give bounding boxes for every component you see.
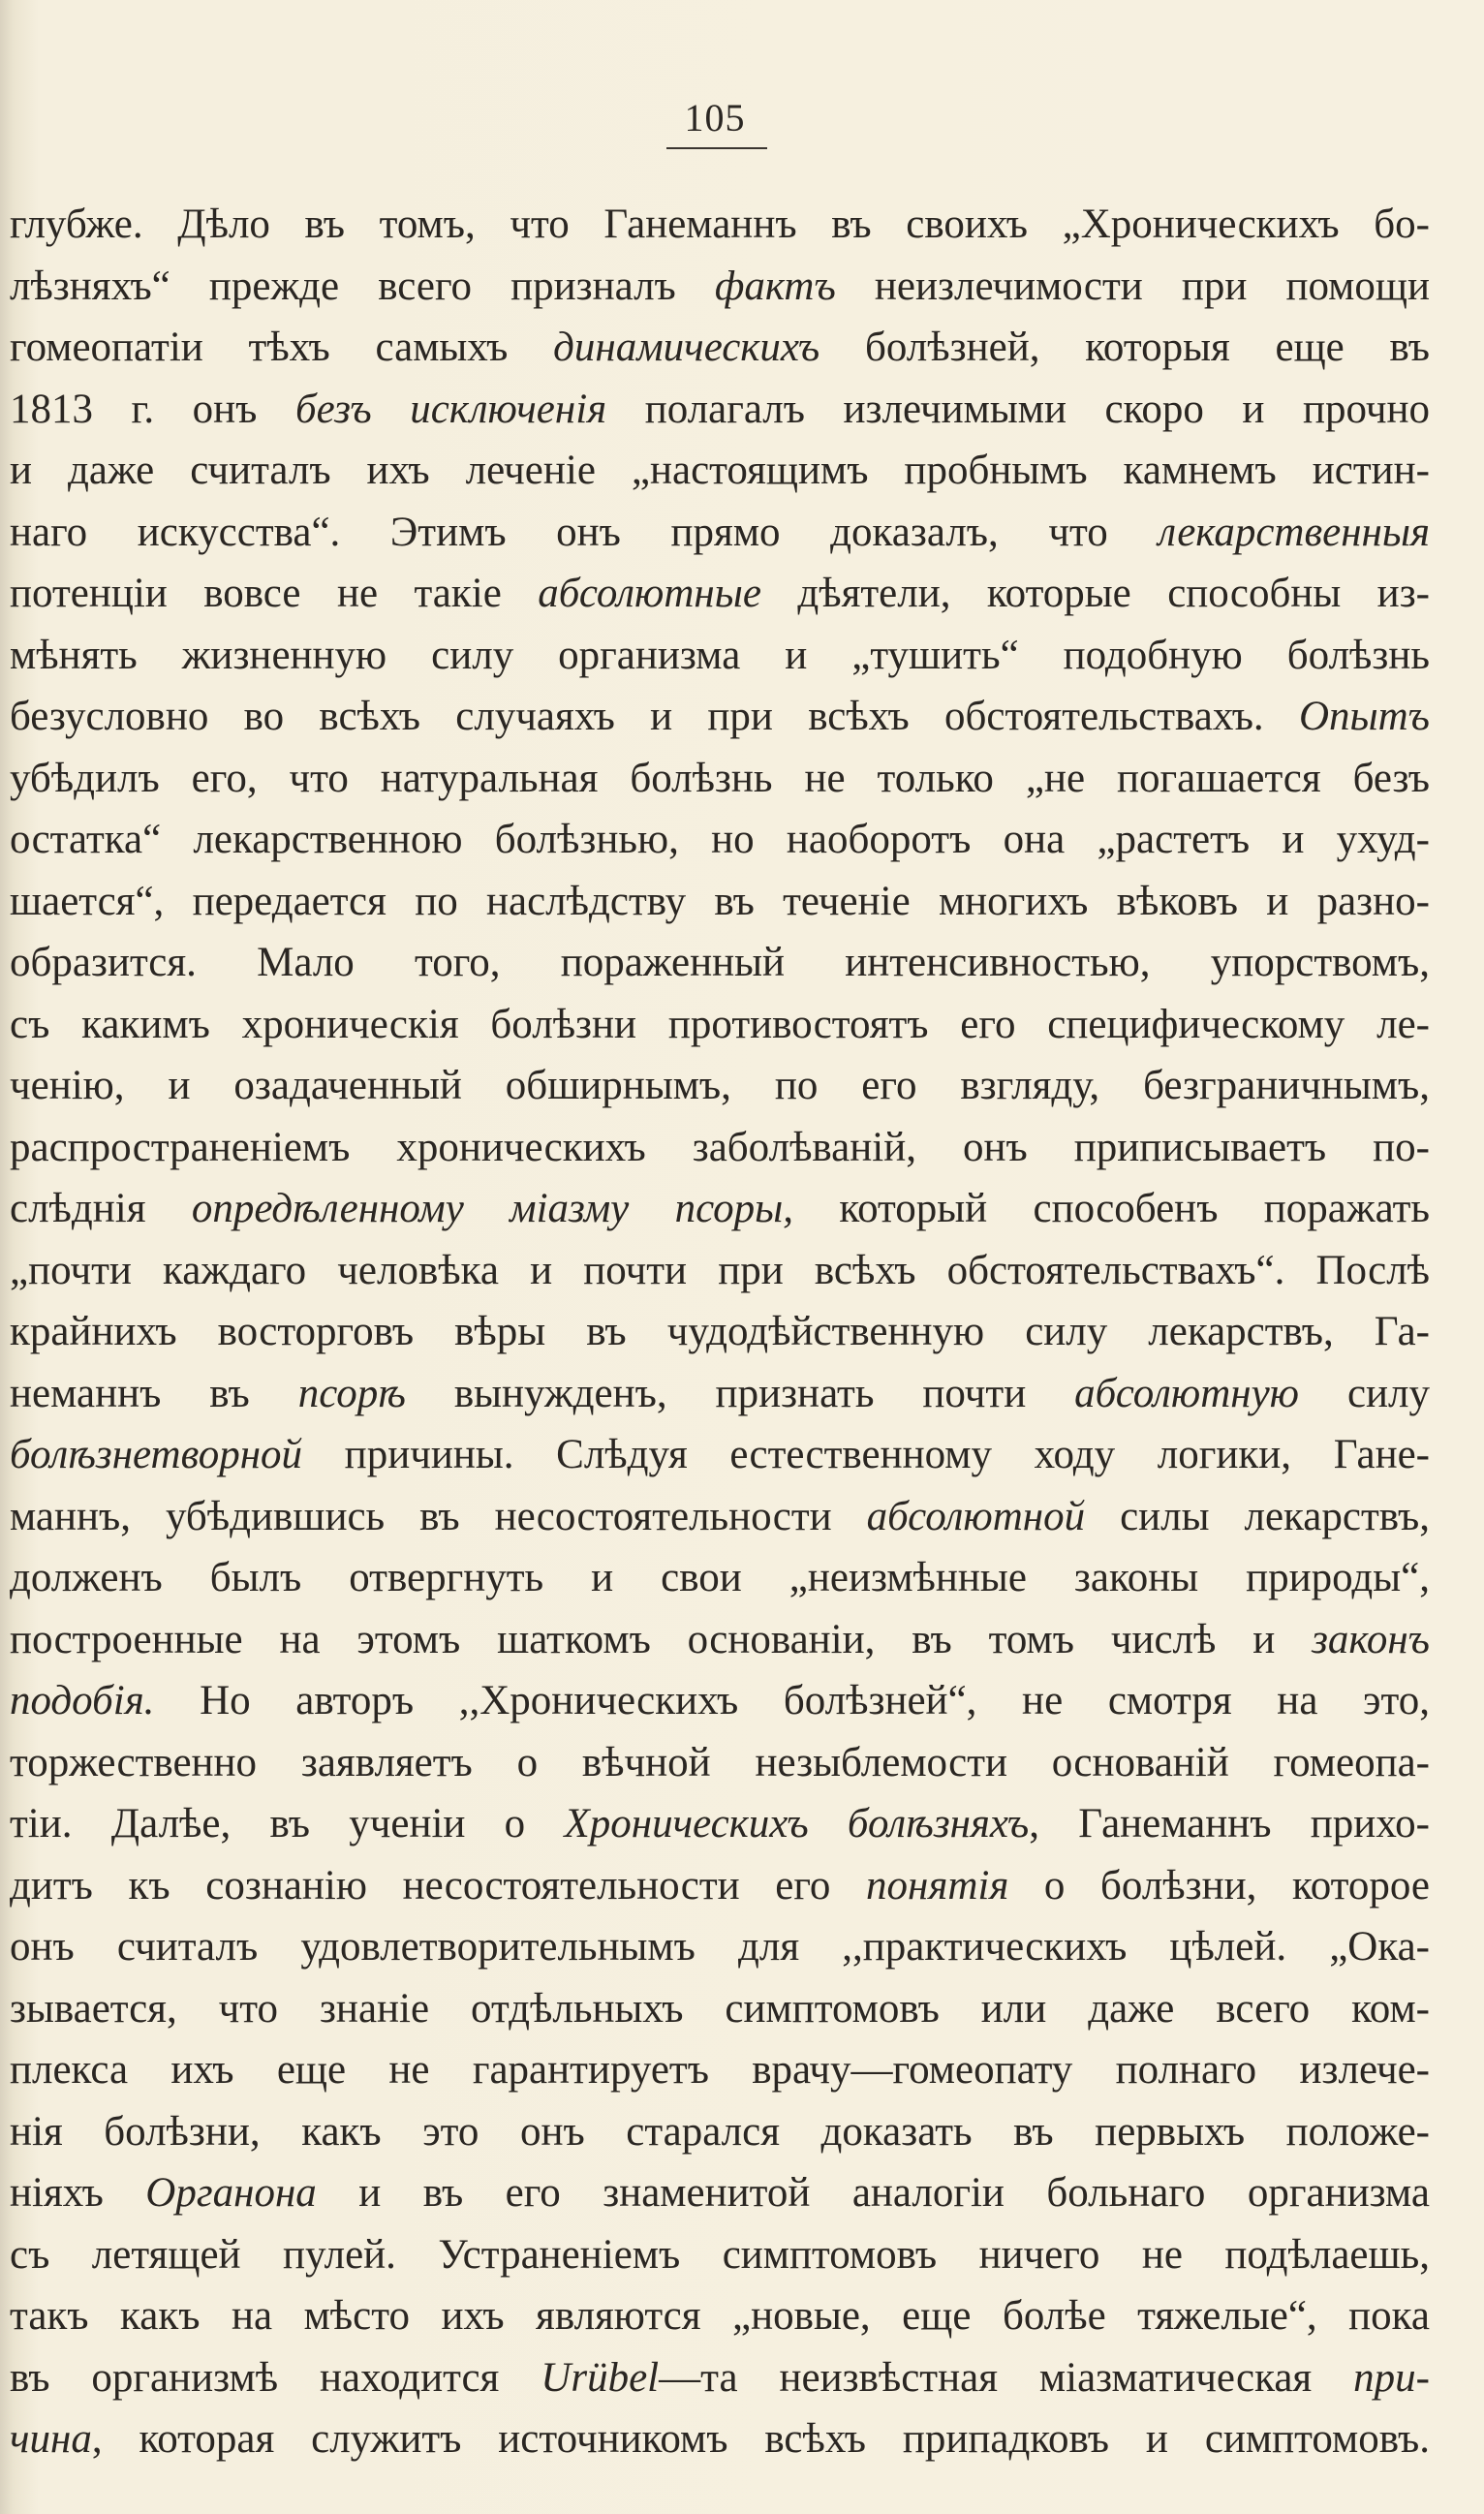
italic-text-segment: безъ исключенія xyxy=(294,386,607,432)
italic-text-segment: Хроническихъ болѣзняхъ xyxy=(564,1801,1030,1847)
text-line xyxy=(10,994,1430,1056)
text-line xyxy=(10,2408,1430,2470)
text-segment: 1813 г. онъ xyxy=(10,386,295,432)
text-segment: распространеніемъ хроническихъ заболѣваній, онъ приписываетъ по- xyxy=(10,1124,1430,1170)
text-segment: онъ считалъ удовлетворительнымъ для ,,практическихъ цѣлей. „Ока- xyxy=(10,1924,1430,1970)
text-segment: лѣзняхъ“ прежде всего призналъ xyxy=(10,263,715,309)
text-segment: остатка“ лекарственною болѣзнью, но наоборотъ она „растетъ и ухуд- xyxy=(10,817,1430,862)
text-line xyxy=(10,1178,1430,1240)
text-segment: безусловно во всѣхъ случаяхъ и при всѣхъ обстоятельствахъ. xyxy=(10,694,1299,739)
text-segment: глубже. Дѣло въ томъ, что Ганеманнъ въ своихъ „Хроническихъ бо- xyxy=(10,202,1430,247)
text-segment: , которая служитъ источникомъ всѣхъ припадковъ и симптомовъ. xyxy=(91,2416,1430,2462)
text-segment: ніяхъ xyxy=(10,2170,146,2216)
text-line xyxy=(10,2347,1430,2409)
text-segment: и въ его знаменитой аналогіи больнаго организма xyxy=(316,2170,1430,2216)
text-segment: гомеопатіи тѣхъ самыхъ xyxy=(10,325,554,370)
text-segment: мѣнять жизненную силу организма и „тушить“ подобную болѣзнь xyxy=(10,632,1430,678)
text-segment: вынужденъ, признать почти xyxy=(405,1370,1075,1416)
text-segment: нія болѣзни, какъ это онъ старался доказать въ первыхъ положе- xyxy=(10,2108,1430,2155)
text-segment: Но авторъ ,,Хроническихъ болѣзней“, не смотря на это, xyxy=(154,1678,1430,1723)
text-segment: болѣзней, которыя еще въ xyxy=(819,325,1430,370)
text-line xyxy=(10,1363,1430,1425)
text-line xyxy=(10,563,1430,625)
text-line xyxy=(10,1486,1430,1548)
page-number: 105 xyxy=(684,96,746,140)
text-segment: маннъ, убѣдившись въ несостоятельности xyxy=(10,1493,867,1539)
text-segment: —та неизвѣстная міазматическая xyxy=(659,2354,1354,2401)
text-segment: неманнъ въ xyxy=(10,1370,298,1416)
text-segment: такъ какъ на мѣсто ихъ являются „новые, еще болѣе тяжелые“, пока xyxy=(10,2293,1430,2339)
text-segment: убѣдилъ его, что натуральная болѣзнь не только „не погашается безъ xyxy=(10,755,1430,801)
text-line xyxy=(10,1301,1430,1363)
text-segment: слѣднія xyxy=(10,1186,192,1231)
text-segment: полагалъ излечимыми скоро и прочно xyxy=(606,386,1430,432)
text-line xyxy=(10,2224,1430,2286)
italic-text-segment: понятія xyxy=(866,1862,1009,1909)
text-line xyxy=(10,1609,1430,1671)
italic-text-segment: псорѣ xyxy=(297,1370,406,1416)
italic-text-segment: динамическихъ xyxy=(553,325,820,370)
text-segment: потенціи вовсе не такіе xyxy=(10,571,539,616)
text-line xyxy=(10,2101,1430,2163)
text-line xyxy=(10,809,1430,871)
text-line xyxy=(10,502,1430,564)
text-line xyxy=(10,625,1430,687)
italic-text-segment: при- xyxy=(1353,2354,1430,2401)
text-segment: плекса ихъ еще не гарантируетъ врачу—гомеопату полнаго излече- xyxy=(10,2047,1430,2093)
text-line xyxy=(10,1855,1430,1917)
text-line xyxy=(10,1424,1430,1486)
text-segment: построенные на этомъ шаткомъ основаніи, въ томъ числѣ и xyxy=(10,1616,1313,1662)
text-line xyxy=(10,871,1430,933)
text-line xyxy=(10,1055,1430,1117)
italic-text-segment: Органона xyxy=(145,2170,317,2216)
text-segment: въ организмѣ находится xyxy=(10,2354,541,2401)
text-line xyxy=(10,1547,1430,1609)
text-line xyxy=(10,1732,1430,1794)
text-line xyxy=(10,1240,1430,1302)
text-line xyxy=(10,1793,1430,1855)
italic-text-segment: подобія. xyxy=(10,1678,155,1723)
text-segment: который способенъ поражать xyxy=(793,1186,1430,1231)
text-segment: ченію, и озадаченный обширнымъ, по его взгляду, безграничнымъ, xyxy=(10,1063,1430,1108)
text-segment: о болѣзни, которое xyxy=(1008,1862,1430,1909)
text-segment: силу xyxy=(1299,1370,1430,1416)
text-line xyxy=(10,748,1430,810)
text-segment: неизлечимости при помощи xyxy=(835,263,1430,309)
italic-text-segment: опредѣленному міазму псоры, xyxy=(191,1186,794,1231)
text-segment: шается“, передается по наслѣдству въ теченіе многихъ вѣковъ и разно- xyxy=(10,878,1430,924)
italic-text-segment: Urübel xyxy=(541,2354,660,2401)
italic-text-segment: абсолютной xyxy=(866,1493,1086,1539)
text-segment: съ летящей пулей. Устраненіемъ симптомовъ ничего не подѣлаешь, xyxy=(10,2231,1430,2278)
text-line xyxy=(10,932,1430,994)
italic-text-segment: фактъ xyxy=(714,263,836,309)
text-line xyxy=(10,1117,1430,1179)
italic-text-segment: болѣзнетворной xyxy=(10,1432,303,1477)
italic-text-segment: абсолютные xyxy=(538,571,761,616)
italic-text-segment: чина xyxy=(10,2416,92,2462)
text-segment: , Ганеманнъ прихо- xyxy=(1029,1801,1430,1847)
text-segment: тіи. Далѣе, въ ученіи о xyxy=(10,1801,565,1847)
text-segment: наго искусства“. Этимъ онъ прямо доказалъ, что xyxy=(10,509,1159,555)
text-segment: силы лекарствъ, xyxy=(1085,1493,1430,1539)
text-line xyxy=(10,686,1430,748)
text-line xyxy=(10,2162,1430,2224)
page-number-underline xyxy=(666,147,767,149)
text-line xyxy=(10,256,1430,318)
text-segment: причины. Слѣдуя естественному ходу логики, Гане- xyxy=(302,1432,1430,1477)
italic-text-segment: законъ xyxy=(1312,1616,1430,1662)
text-segment: долженъ былъ отвергнуть и свои „неизмѣнные законы природы“, xyxy=(10,1555,1430,1600)
text-segment: съ какимъ хроническія болѣзни противостоятъ его специфическому ле- xyxy=(10,1001,1430,1047)
body-text xyxy=(10,194,1430,2470)
text-segment: крайнихъ восторговъ вѣры въ чудодѣйственную силу лекарствъ, Га- xyxy=(10,1309,1430,1354)
text-line xyxy=(10,2285,1430,2347)
text-segment: дитъ къ сознанію несостоятельности его xyxy=(10,1862,866,1909)
text-line xyxy=(10,440,1430,502)
text-line xyxy=(10,1978,1430,2040)
text-line xyxy=(10,317,1430,379)
text-segment: и даже считалъ ихъ леченіе „настоящимъ пробнымъ камнемъ истин- xyxy=(10,448,1430,493)
text-line xyxy=(10,1670,1430,1732)
text-segment: образится. Мало того, пораженный интенсивностью, упорствомъ, xyxy=(10,940,1430,985)
text-segment: „почти каждаго человѣка и почти при всѣхъ обстоятельствахъ“. Послѣ xyxy=(10,1247,1430,1293)
text-line xyxy=(10,379,1430,441)
text-line xyxy=(10,194,1430,256)
text-segment: зывается, что знаніе отдѣльныхъ симптомовъ или даже всего ком- xyxy=(10,1985,1430,2032)
italic-text-segment: лекарственныя xyxy=(1158,509,1430,555)
text-line xyxy=(10,2039,1430,2101)
text-segment: дѣятели, которые способны из- xyxy=(760,571,1430,616)
text-segment: торжественно заявляетъ о вѣчной незыблемости основаній гомеопа- xyxy=(10,1739,1430,1785)
italic-text-segment: Опытъ xyxy=(1298,694,1430,739)
italic-text-segment: абсолютную xyxy=(1074,1370,1300,1416)
text-line xyxy=(10,1916,1430,1978)
